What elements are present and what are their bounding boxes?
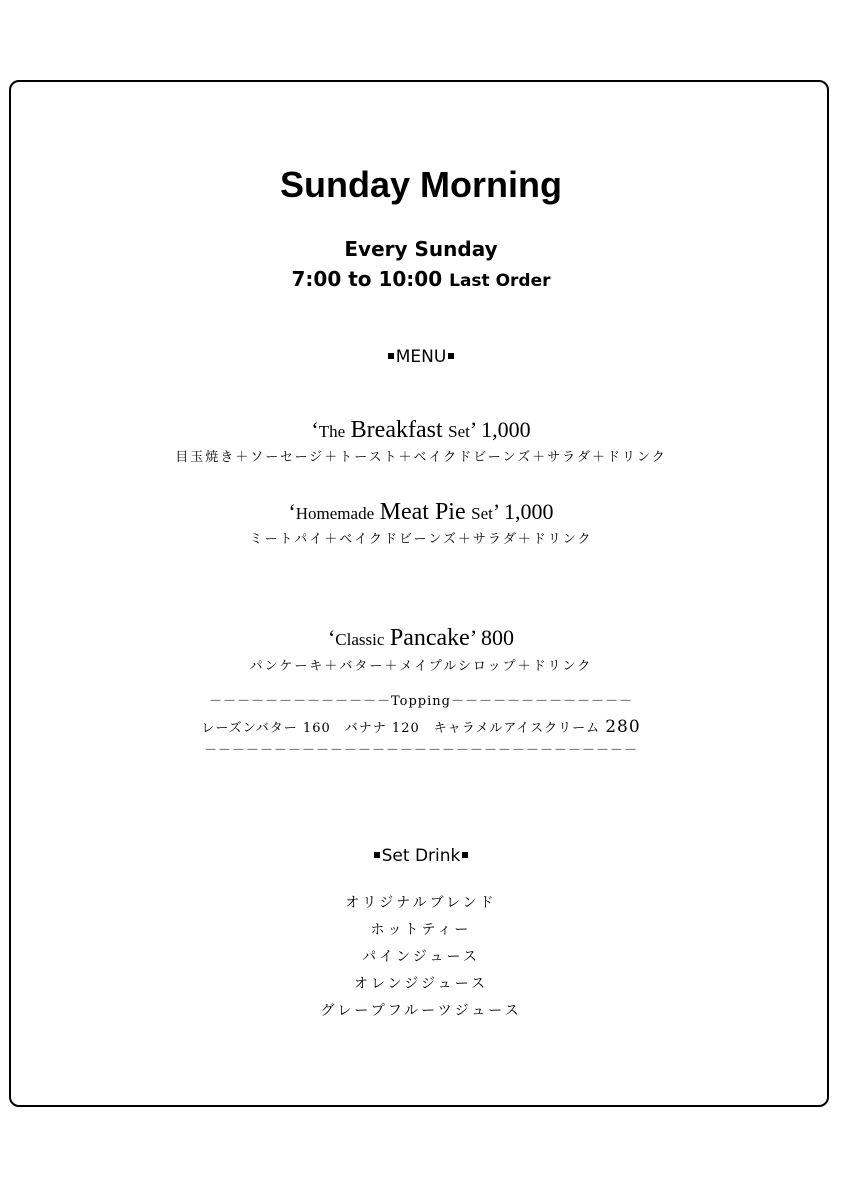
item-prefix: The [318,422,346,441]
drink-item: パインジュース [362,949,480,965]
menu-item-description: 目玉焼き＋ソーセージ＋トースト＋ベイクドビーンズ＋サラダ＋ドリンク [175,450,667,465]
last-order-label: Last Order [449,271,551,291]
quote-open: ‘ [288,499,296,524]
square-bullet-icon [388,353,394,359]
page-title: Sunday Morning [280,164,562,205]
topping-price: 120 [391,721,420,736]
menu-item-description: パンケーキ＋バター＋メイプルシロップ＋ドリンク [249,659,593,674]
square-bullet-icon [462,852,468,858]
item-name: Meat Pie [379,499,466,525]
drink-item: グレープフルーツジュース [320,1003,522,1019]
topping-list [0,717,842,739]
item-name: Breakfast [350,417,443,443]
topping-rule-bottom: －－－－－－－－－－－－－－－－－－－－－－－－－－－－－－－ [203,743,638,758]
service-hours [0,266,842,294]
drink-item: ホットティー [370,922,472,938]
square-bullet-icon [374,852,380,858]
set-drink-heading-label: Set Drink [381,846,461,866]
drink-item: オレンジジュース [354,976,488,992]
topping-name: バナナ [344,721,387,736]
topping-rule-top: －－－－－－－－－－－－－Topping－－－－－－－－－－－－－ [209,694,633,709]
menu-heading [0,346,842,368]
quote-close: ’ [469,417,476,442]
topping-price: 280 [605,717,641,737]
item-price: 800 [481,625,515,650]
item-suffix: Set [448,422,470,441]
menu-item-name [0,624,842,654]
quote-open: ‘ [327,625,336,650]
quote-close: ’ [492,499,499,524]
item-price: 1,000 [504,499,554,524]
set-drink-heading [0,845,842,867]
hours-range: 7:00 to 10:00 [291,267,443,291]
item-prefix: Classic [335,630,385,649]
item-price: 1,000 [481,417,531,442]
topping-name: キャラメルアイスクリーム [433,721,601,736]
menu-heading-label: MENU [395,347,447,367]
square-bullet-icon [448,353,454,359]
quote-open: ‘ [311,417,319,442]
service-day: Every Sunday [344,237,498,261]
item-suffix: Set [471,504,493,523]
drink-item: オリジナルブレンド [345,895,497,911]
item-name: Pancake [389,625,470,651]
topping-price: 160 [302,721,331,736]
quote-close: ’ [469,625,476,650]
topping-name: レーズンバター [201,721,298,736]
menu-item-description: ミートパイ＋ベイクドビーンズ＋サラダ＋ドリンク [249,532,593,547]
item-prefix: Homemade [295,504,375,523]
menu-item-name [0,416,842,446]
menu-item-name [0,498,842,528]
